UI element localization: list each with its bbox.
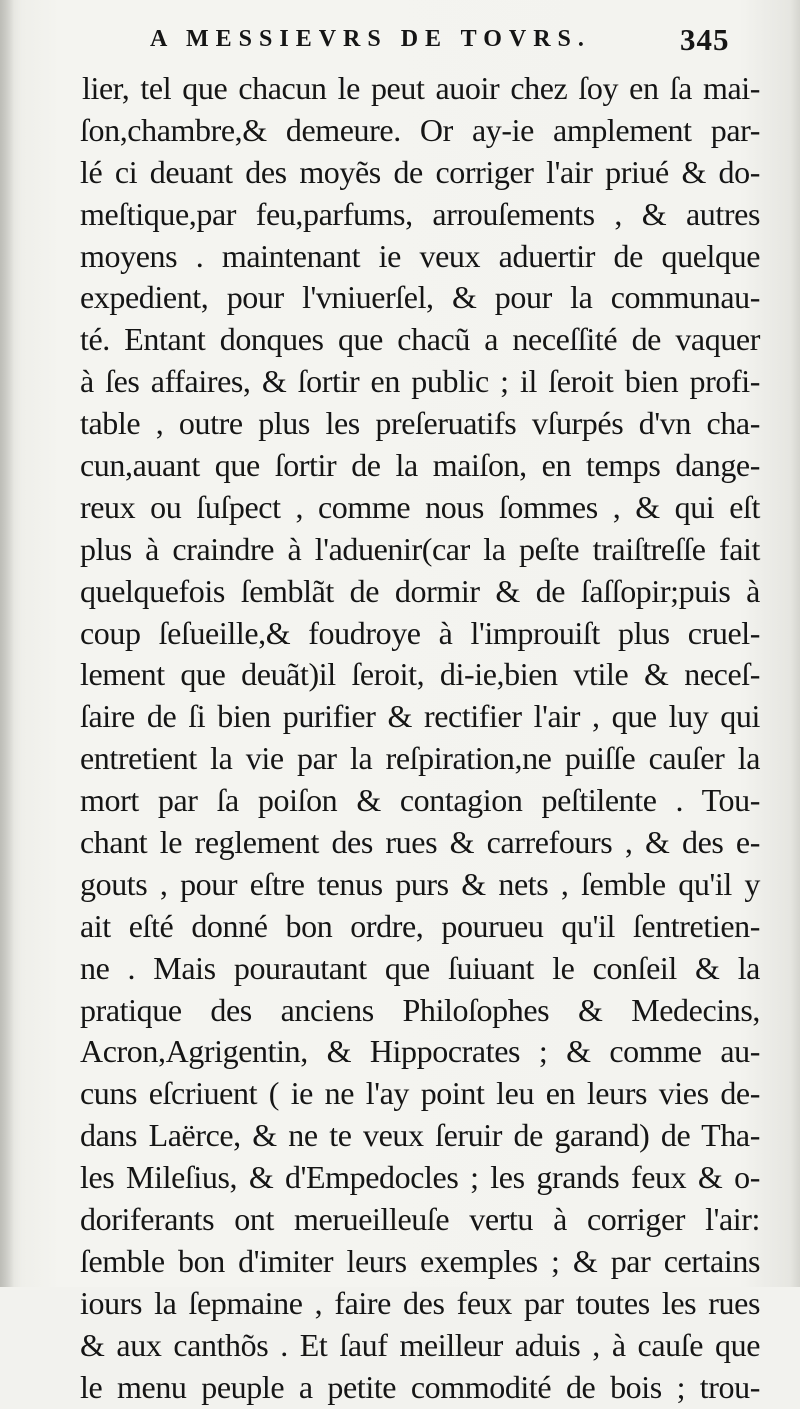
text-line: lé ci deuant des moyẽs de corriger l'air priué & do- [80,153,760,190]
text-line: & aux canthõs . Et ſauf meilleur aduis , à cauſe que [80,1326,760,1363]
gutter-shadow [0,0,14,1287]
text-line: ne . Mais pourautant que ſuiuant le conſeil & la [80,949,760,986]
text-line: ait eſté donné bon ordre, pourueu qu'il ſentretien- [80,907,760,944]
text-line: gouts , pour eſtre tenus purs & nets , ſemble qu'il y [80,865,760,902]
text-line: coup ſeſueille,& foudroye à l'improuiſt plus cruel- [80,614,760,651]
page-number: 345 [680,22,730,57]
body-text [80,68,760,1409]
text-line: pratique des anciens Philoſophes & Medecins, [80,991,760,1028]
text-line: cun,auant que ſortir de la maiſon, en temps dange- [80,447,760,484]
text-line: té. Entant donques que chacũ a neceſſité de vaquer [80,321,760,358]
text-line: lement que deuãt)il ſeroit, di-ie,bien vtile & neceſ- [80,656,760,693]
text-line: ſaire de ſi bien purifier & rectifier l'air , que luy qui [80,698,760,735]
text-line: les Mileſius, & d'Empedocles ; les grands feux & o- [80,1159,760,1196]
text-line: Acron,Agrigentin, & Hippocrates ; & comme au- [80,1033,760,1070]
text-line: quelquefois ſemblãt de dormir & de ſaſſopir;puis à [80,572,760,609]
running-head: A MESSIEVRS DE TOVRS. [150,26,591,52]
text-line: chant le reglement des rues & carrefours , & des e- [80,824,760,861]
text-line: moyens . maintenant ie veux aduertir de quelque [80,237,760,274]
text-line: expedient, pour l'vniuerſel, & pour la communau- [80,279,760,316]
text-line: le menu peuple a petite commodité de bois ; trou- [80,1368,760,1405]
text-line: iours la ſepmaine , faire des feux par toutes les rues [80,1284,760,1321]
text-line: dans Laërce, & ne te veux ſeruir de garand) de Tha- [80,1117,760,1154]
text-line: meſtique,par feu,parfums, arrouſements , & autres [80,195,760,232]
text-line: entretient la vie par la reſpiration,ne puiſſe cauſer la [80,740,760,777]
text-line: lier, tel que chacun le peut auoir chez ſoy en ſa mai- [82,70,760,106]
text-line: mort par ſa poiſon & contagion peſtilente . Tou- [80,782,760,819]
text-line: ſemble bon d'imiter leurs exemples ; & par certains [80,1242,760,1279]
text-line: table , outre plus les preſeruatifs vſurpés d'vn cha- [80,405,760,442]
text-line: ſon,chambre,& demeure. Or ay-ie amplement par- [80,111,760,148]
text-line: plus à craindre à l'aduenir(car la peſte traiſtreſſe fait [80,530,760,567]
text-line: reux ou ſuſpect , comme nous ſommes , & qui eſt [80,488,760,525]
text-line: doriferants ont merueilleuſe vertu à corriger l'air: [80,1201,760,1238]
text-line: à ſes affaires, & ſortir en public ; il ſeroit bien profi- [80,363,760,400]
text-line: cuns eſcriuent ( ie ne l'ay point leu en leurs vies de- [80,1075,760,1112]
